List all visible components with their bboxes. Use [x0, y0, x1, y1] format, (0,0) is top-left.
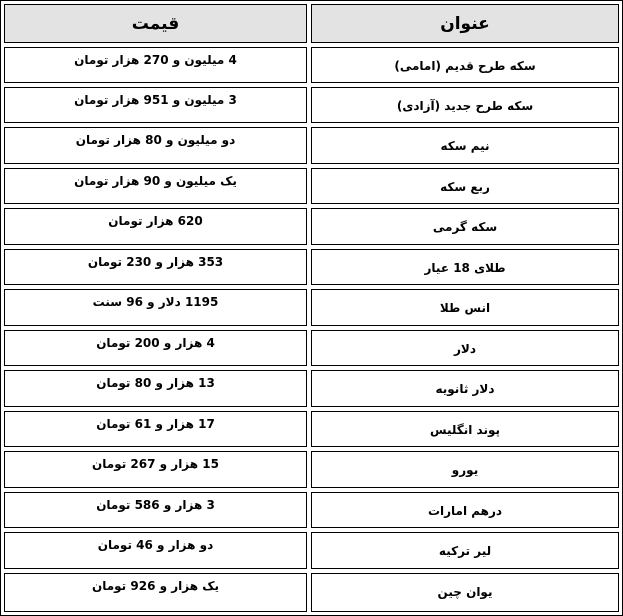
price-cell — [4, 289, 307, 326]
title-cell-text: انس طلا — [439, 301, 491, 315]
price-cell — [4, 47, 307, 83]
price-header-label: قیمت — [131, 13, 180, 34]
title-cell-text: دلار ثانویه — [435, 382, 495, 396]
price-cell — [4, 411, 307, 447]
price-cell — [4, 87, 307, 123]
title-cell-text: طلای 18 عیار — [424, 261, 506, 275]
price-column — [4, 4, 307, 612]
title-cell — [311, 47, 619, 83]
title-cell — [311, 451, 619, 488]
title-cell-text: دلار — [454, 342, 477, 356]
title-cell-text: یورو — [451, 463, 479, 477]
title-cell — [311, 208, 619, 245]
price-cell-text: دو هزار و 46 تومان — [97, 538, 214, 552]
price-cell-text: یک میلیون و 90 هزار تومان — [74, 174, 237, 188]
price-cell-text: 4 هزار و 200 تومان — [96, 336, 215, 350]
title-cell — [311, 411, 619, 447]
title-cell-text: پوند انگلیس — [430, 423, 501, 437]
title-cell-text: ربع سکه — [440, 180, 490, 194]
price-cell-text: 13 هزار و 80 تومان — [96, 376, 215, 390]
title-cell — [311, 289, 619, 326]
title-cell-text: سکه طرح جدید (آزادی) — [396, 99, 534, 113]
price-cell-text: 620 هزار تومان — [108, 214, 203, 228]
price-cell — [4, 249, 307, 285]
title-cell — [311, 168, 619, 204]
title-cell — [311, 532, 619, 569]
price-cell-text: 1195 دلار و 96 سنت — [92, 295, 219, 309]
title-cell — [311, 492, 619, 528]
price-cell-text: 15 هزار و 267 تومان — [92, 457, 219, 471]
title-cell-text: یوان چین — [437, 585, 493, 599]
price-cell — [4, 168, 307, 204]
price-cell — [4, 492, 307, 528]
title-cell — [311, 573, 619, 612]
title-cell-text: درهم امارات — [427, 504, 503, 518]
title-cell-text: سکه گرمی — [432, 220, 498, 234]
price-cell-text: 4 میلیون و 270 هزار تومان — [74, 53, 237, 67]
price-cell — [4, 451, 307, 488]
title-cell — [311, 127, 619, 164]
title-cell — [311, 249, 619, 285]
price-cell-text: یک هزار و 926 تومان — [91, 579, 220, 593]
price-cell — [4, 330, 307, 366]
price-header — [4, 4, 307, 43]
price-cell — [4, 532, 307, 569]
title-cell — [311, 330, 619, 366]
price-cell-text: 353 هزار و 230 تومان — [87, 255, 224, 269]
title-cell-text: لیر ترکیه — [438, 544, 492, 558]
title-header-label: عنوان — [440, 13, 490, 34]
title-cell — [311, 87, 619, 123]
title-cell-text: نیم سکه — [440, 139, 490, 153]
price-cell — [4, 370, 307, 407]
price-cell-text: 17 هزار و 61 تومان — [96, 417, 215, 431]
price-cell — [4, 208, 307, 245]
price-cell — [4, 573, 307, 612]
title-cell-text: سکه طرح قدیم (امامی) — [394, 59, 536, 73]
price-cell-text: 3 میلیون و 951 هزار تومان — [74, 93, 237, 107]
price-cell — [4, 127, 307, 164]
title-column — [311, 4, 619, 612]
title-cell — [311, 370, 619, 407]
title-header — [311, 4, 619, 43]
price-cell-text: دو میلیون و 80 هزار تومان — [75, 133, 236, 147]
price-cell-text: 3 هزار و 586 تومان — [96, 498, 215, 512]
